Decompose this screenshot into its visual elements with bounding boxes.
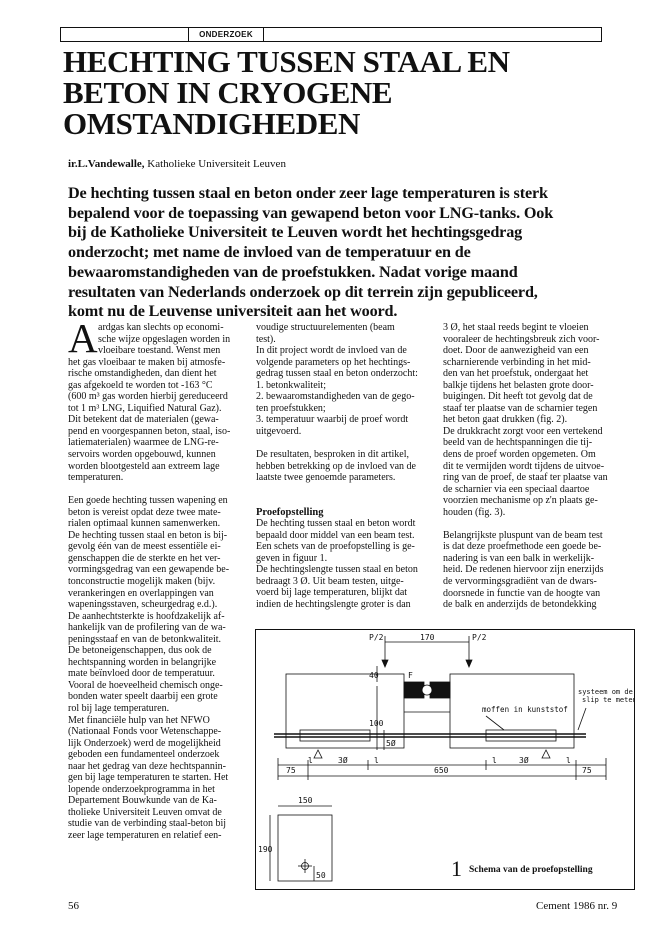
title-line: BETON IN CRYOGENE (63, 75, 393, 110)
body-line: naar het gedrag van deze hechtspannin- (68, 760, 226, 772)
body-line: rialen optimaal kunnen samenwerken. (68, 518, 221, 530)
body-line: De resultaten, besproken in dit artikel, (256, 448, 410, 460)
diagram-label: P/2 (472, 633, 487, 642)
body-line: vooraleer de hechtingsbreuk zich voor- (443, 333, 600, 345)
paragraph-gap (443, 518, 605, 530)
body-line: voerd bij lage temperaturen, blijkt dat (256, 587, 408, 599)
body-line: peningsstaaf en van de betonkwaliteit. (68, 633, 222, 645)
diagram-label: 40 (369, 671, 379, 680)
figure-caption: Schema van de proefopstelling (469, 865, 593, 875)
body-line: 2. bewaaromstandigheden van de gego- (256, 391, 415, 403)
diagram-label: 650 (434, 766, 449, 775)
body-line: de vervormingsgradiënt van de dwars- (443, 575, 597, 587)
author-name: ir.L.Vandewalle, (68, 158, 145, 170)
body-line: In dit project wordt de invloed van de (256, 345, 407, 357)
body-line: 3 Ø, het staal reeds begint te vloeien (443, 322, 589, 333)
paragraph-gap (256, 495, 430, 507)
diagram-label: systeem om de (578, 688, 633, 696)
column-3 (443, 322, 608, 611)
body-line: gas afgekoeld te worden tot -163 °C (68, 379, 213, 391)
diagram-label: 100 (369, 719, 384, 728)
body-line: pend en voorgespannen beton, staal, iso- (68, 425, 231, 437)
body-line: rol bij lage temperaturen. (68, 703, 170, 714)
body-line: is dat deze proefmethode een goede be- (443, 541, 602, 553)
diagram-label: P/2 (369, 633, 384, 642)
figure-frame (255, 629, 635, 890)
body-line: wapeningsstaven, scheurgedrag e.d.). (68, 599, 218, 611)
body-line: bonden water speelt daarbij een grote (68, 691, 218, 703)
drop-cap: A (68, 315, 98, 361)
body-line: bedraagt 3 Ø. Uit beam testen, uitge- (256, 575, 404, 587)
body-line: sche wijze opgeslagen worden in (98, 333, 231, 345)
author-affiliation: Katholieke Universiteit Leuven (144, 158, 286, 170)
body-line: staaf ter plaatse van de scharnier tegen (443, 402, 598, 414)
body-line: beeld van de hechtspanningen die tij- (443, 437, 593, 449)
body-line: vloeibare toestand. Wenst men (98, 345, 221, 357)
body-line: de scharnier via een speciaal daartoe (443, 483, 590, 495)
body-line: mate beïnvloed door de temperatuur. (68, 668, 215, 680)
body-line: balkje tijdens het belasten grote door- (443, 379, 594, 391)
body-line: geven in figuur 1. (256, 552, 328, 564)
body-line: latiematerialen) waarmee de LNG-re- (68, 437, 219, 449)
diagram-label: 3Ø (519, 756, 529, 765)
body-line: ring van de proef, de staaf ter plaatse van (443, 472, 608, 484)
issue-label: Cement 1986 nr. 9 (536, 900, 618, 912)
body-line: buigingen. Dit heeft tot gevolg dat de (443, 391, 593, 403)
diagram-label: 75 (286, 766, 296, 775)
body-line: hechtspanning worden in belangrijke (68, 656, 217, 668)
diagram-label: 5Ø (386, 739, 396, 748)
body-line: tonconstructie mogelijk maken (bijv. (68, 575, 216, 587)
body-line: De betoneigenschappen, dus ook de (68, 645, 212, 657)
diagram-label: moffen in kunststof (482, 705, 568, 714)
diagram-label: 75 (582, 766, 592, 775)
body-line: Belangrijkste pluspunt van de beam test (443, 529, 603, 541)
body-line: scharnierende verbinding in het mid- (443, 356, 591, 368)
lead-line: onderzocht; met name de invloed van de temperatuur en de (68, 243, 471, 262)
body-line: dens de proef worden opgemeten. Om (443, 449, 596, 461)
diagram-label: 190 (258, 845, 273, 854)
body-line: De aanhechtsterkte is hoofdzakelijk af- (68, 610, 225, 622)
column-1 (68, 322, 246, 842)
diagram-label: 150 (298, 796, 313, 805)
diagram-label: l (566, 756, 571, 765)
body-line: geboden een fundamenteel onderzoek (68, 749, 220, 761)
body-line: indien de hechtingslengte groter is dan (256, 598, 411, 610)
body-line: het beton gaat drukken (fig. 2). (443, 414, 568, 426)
body-line: ardgas kan slechts op economi- (98, 322, 224, 333)
lead-line: De hechting tussen staal en beton onder zeer lage temperaturen is sterk (68, 184, 548, 202)
body-line: doorsnede in functie van de hoogte van (443, 587, 601, 599)
body-line: Vooral de hoeveelheid chemisch onge- (68, 679, 223, 691)
body-line: doet. Door de aanwezigheid van een (443, 345, 589, 357)
diagram-label: slip te meten (582, 696, 634, 704)
paragraph-gap (256, 484, 430, 496)
body-line: verankeringen en overlappingen van (68, 587, 214, 599)
lead-line: bepalend voor de toepassing van gewapend beton voor LNG-tanks. Ook (68, 203, 554, 222)
body-line: rische omstandigheden, dan dient het (68, 368, 217, 380)
body-line: voudige structuurelementen (beam (256, 322, 395, 333)
body-line: de balk en anderzijds de betondekking (443, 599, 597, 611)
body-line: test). (256, 333, 276, 345)
body-line: zeer lage temperaturen en relatief een- (68, 830, 222, 842)
article-title (63, 46, 623, 139)
lead-line: komt nu de Leuvense universiteit aan het woord. (68, 302, 398, 321)
body-line: nadering is van een balk in werkelijk- (443, 552, 595, 564)
body-line: De hechting tussen staal en beton wordt (256, 518, 416, 530)
body-line: Met financiële hulp van het NFWO (68, 714, 210, 726)
body-line: gen bij lage temperaturen te starten. Het (68, 772, 229, 784)
author-line (68, 158, 286, 170)
body-line: lopende onderzoekprogramma in het (68, 783, 215, 795)
lead-line: bij de Katholieke Universiteit te Leuven wordt het hechtingsgedrag (68, 223, 523, 242)
page-number: 56 (68, 900, 79, 912)
diagram-label: l (492, 756, 497, 765)
body-line: gedrag tussen staal en beton onderzocht: (256, 368, 418, 380)
test-setup-diagram (256, 630, 634, 889)
body-line: servoirs worden opgebouwd, kunnen (68, 449, 216, 461)
body-line: studie van de verbinding staal-beton bij (68, 818, 227, 830)
body-line: heid. De redenen hiervoor zijn enerzijds (443, 564, 604, 576)
body-line: Een goede hechting tussen wapening en (68, 495, 228, 507)
body-line: dit te vermijden wordt tijdens de uitvoe- (443, 460, 605, 472)
title-line: HECHTING TUSSEN STAAL EN (63, 44, 510, 79)
column-2 (256, 322, 430, 611)
body-line: gevolg één van de meest essentiële ei- (68, 541, 221, 553)
body-line: den van het proefstuk, ondergaat het (443, 368, 589, 380)
body-line: (600 m³ gas worden hierbij gereduceerd (68, 391, 228, 403)
body-line: De hechting tussen staal en beton is bij- (68, 529, 228, 541)
body-line: De hechtingslengte tussen staal en beton (256, 564, 418, 576)
diagram-label: F (408, 671, 413, 680)
figure-number: 1 (451, 856, 462, 881)
section-category: ONDERZOEK (188, 28, 264, 41)
body-line: houden (fig. 3). (443, 506, 506, 518)
section-header-bar (60, 27, 602, 42)
body-line: volgende parameters op het hechtings- (256, 356, 411, 368)
section-heading: Proefopstelling (256, 506, 324, 518)
diagram-label: 50 (316, 871, 326, 880)
body-line: beton is vereist opdat deze twee mate- (68, 506, 221, 518)
diagram-label: 170 (420, 633, 435, 642)
body-line: Dit betekent dat de materialen (gewa- (68, 414, 219, 426)
body-line: hankelijk van de profilering van de wa- (68, 622, 226, 634)
body-line: tholieke Universiteit Leuven omvat de (68, 806, 222, 818)
lead-paragraph (68, 184, 602, 322)
body-line: hebben betrekking op de invloed van de (256, 460, 416, 472)
body-line: tot 1 m³ LNG, Liquified Natural Gaz). (68, 402, 222, 414)
body-line: temperaturen. (68, 472, 124, 484)
paragraph-gap (68, 484, 246, 496)
diagram-label: l (374, 756, 379, 765)
body-line: Departement Bouwkunde van de Ka- (68, 795, 217, 807)
title-line: OMSTANDIGHEDEN (63, 106, 360, 141)
diagram-label: 3Ø (338, 756, 348, 765)
paragraph-gap (256, 437, 430, 449)
lead-line: bewaaromstandigheden van de proefstukken. Nadat vorige maand (68, 262, 518, 281)
diagram-label: l (308, 756, 313, 765)
body-line: 1. betonkwaliteit; (256, 379, 326, 391)
body-line: voorzien mechanisme op z'n plaats ge- (443, 495, 598, 507)
body-line: het gas vloeibaar te maken bij atmosfe- (68, 356, 226, 368)
body-line: uitgevoerd. (256, 425, 302, 437)
body-line: ten proefstukken; (256, 402, 326, 414)
lead-line: resultaten van Nederlands onderzoek op dit terrein zijn gepubliceerd, (68, 282, 538, 301)
body-line: (Nationaal Fonds voor Wetenschappe- (68, 726, 222, 738)
body-line: laatste twee genoemde parameters. (256, 472, 396, 484)
body-line: Een schets van de proefopstelling is ge- (256, 541, 415, 553)
body-line: 3. temperatuur waarbij de proef wordt (256, 414, 409, 426)
body-line: genschappen die de sterkte en het ver- (68, 552, 221, 564)
body-line: lijk Onderzoek) werd de mogelijkheid (68, 737, 221, 749)
body-line: worden blootgesteld aan extreem lage (68, 460, 220, 472)
body-line: vormingsgedrag van een gewapende be- (68, 564, 230, 576)
body-line: De drukkracht zorgt voor een vertekend (443, 425, 603, 437)
body-line: bepaald door middel van een beam test. (256, 529, 415, 541)
